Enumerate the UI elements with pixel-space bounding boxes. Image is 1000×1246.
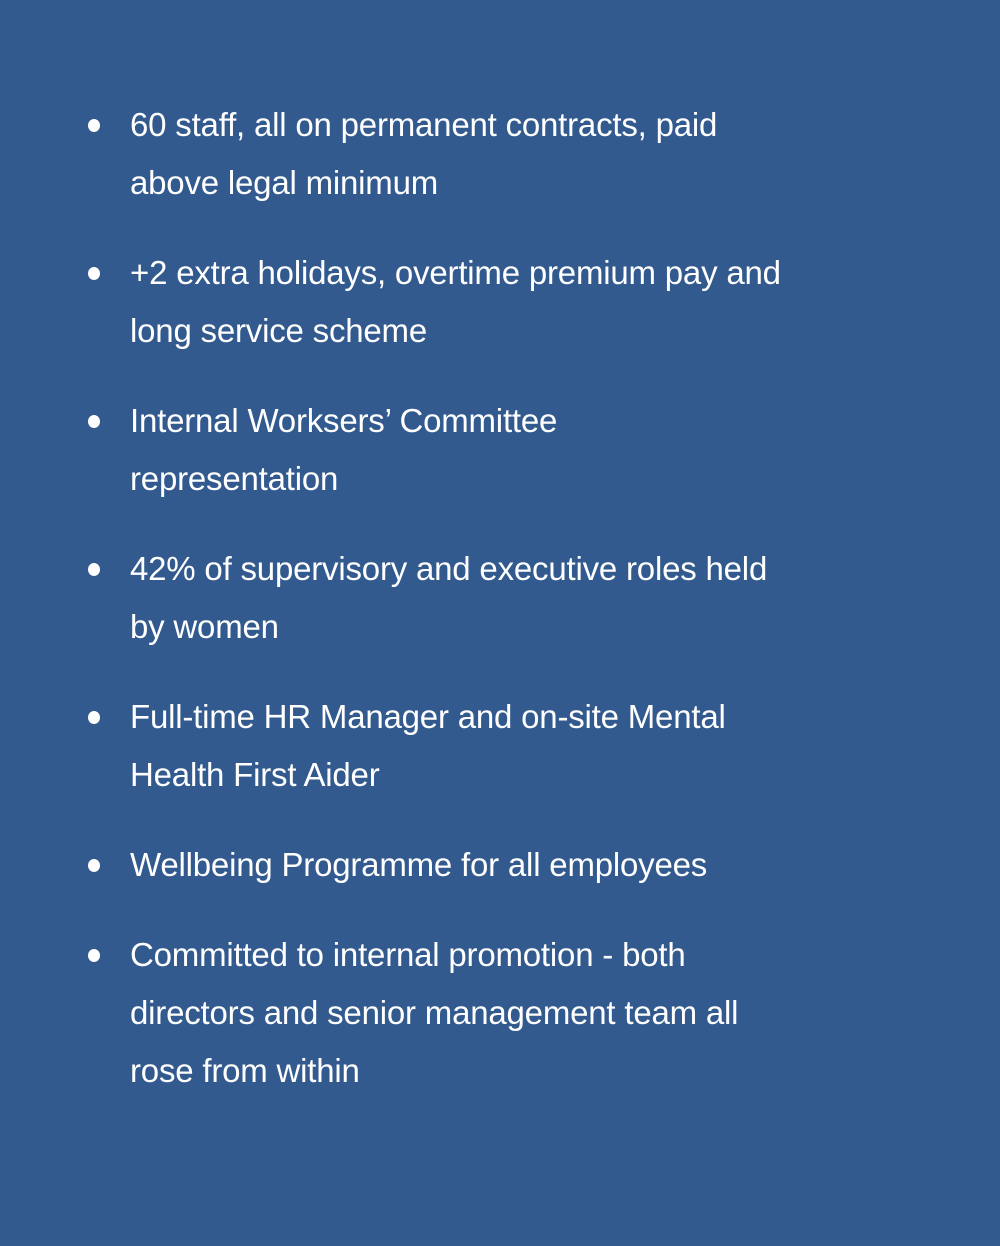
- bullet-text-line: Internal Worksers’ Committee: [130, 402, 558, 439]
- bullet-item: [130, 244, 970, 360]
- bullet-text-line: representation: [130, 460, 339, 497]
- bullet-item: [130, 392, 970, 508]
- bullet-text-line: +2 extra holidays, overtime premium pay and: [130, 254, 781, 291]
- bullet-dot-icon: [88, 711, 100, 724]
- bullet-text-line: rose from within: [130, 1052, 360, 1089]
- bullet-text-line: Wellbeing Programme for all employees: [130, 846, 708, 883]
- bullet-dot-icon: [88, 119, 100, 132]
- bullet-item: [130, 96, 970, 212]
- bullet-list: [130, 96, 970, 1132]
- bullet-dot-icon: [88, 267, 100, 280]
- bullet-item: [130, 540, 970, 656]
- bullet-dot-icon: [88, 563, 100, 576]
- bullet-item: [130, 688, 970, 804]
- bullet-text-line: by women: [130, 608, 279, 645]
- bullet-text-line: Full-time HR Manager and on-site Mental: [130, 698, 726, 735]
- bullet-text-line: 42% of supervisory and executive roles held: [130, 550, 768, 587]
- bullet-item: [130, 926, 970, 1100]
- bullet-text-line: Health First Aider: [130, 756, 380, 793]
- bullet-dot-icon: [88, 415, 100, 428]
- bullet-text-line: long service scheme: [130, 312, 428, 349]
- bullet-item: [130, 836, 970, 894]
- bullet-dot-icon: [88, 949, 100, 962]
- bullet-text-line: directors and senior management team all: [130, 994, 739, 1031]
- bullet-text-line: above legal minimum: [130, 164, 439, 201]
- bullet-text-line: Committed to internal promotion - both: [130, 936, 686, 973]
- bullet-text-line: 60 staff, all on permanent contracts, paid: [130, 106, 718, 143]
- bullet-dot-icon: [88, 859, 100, 872]
